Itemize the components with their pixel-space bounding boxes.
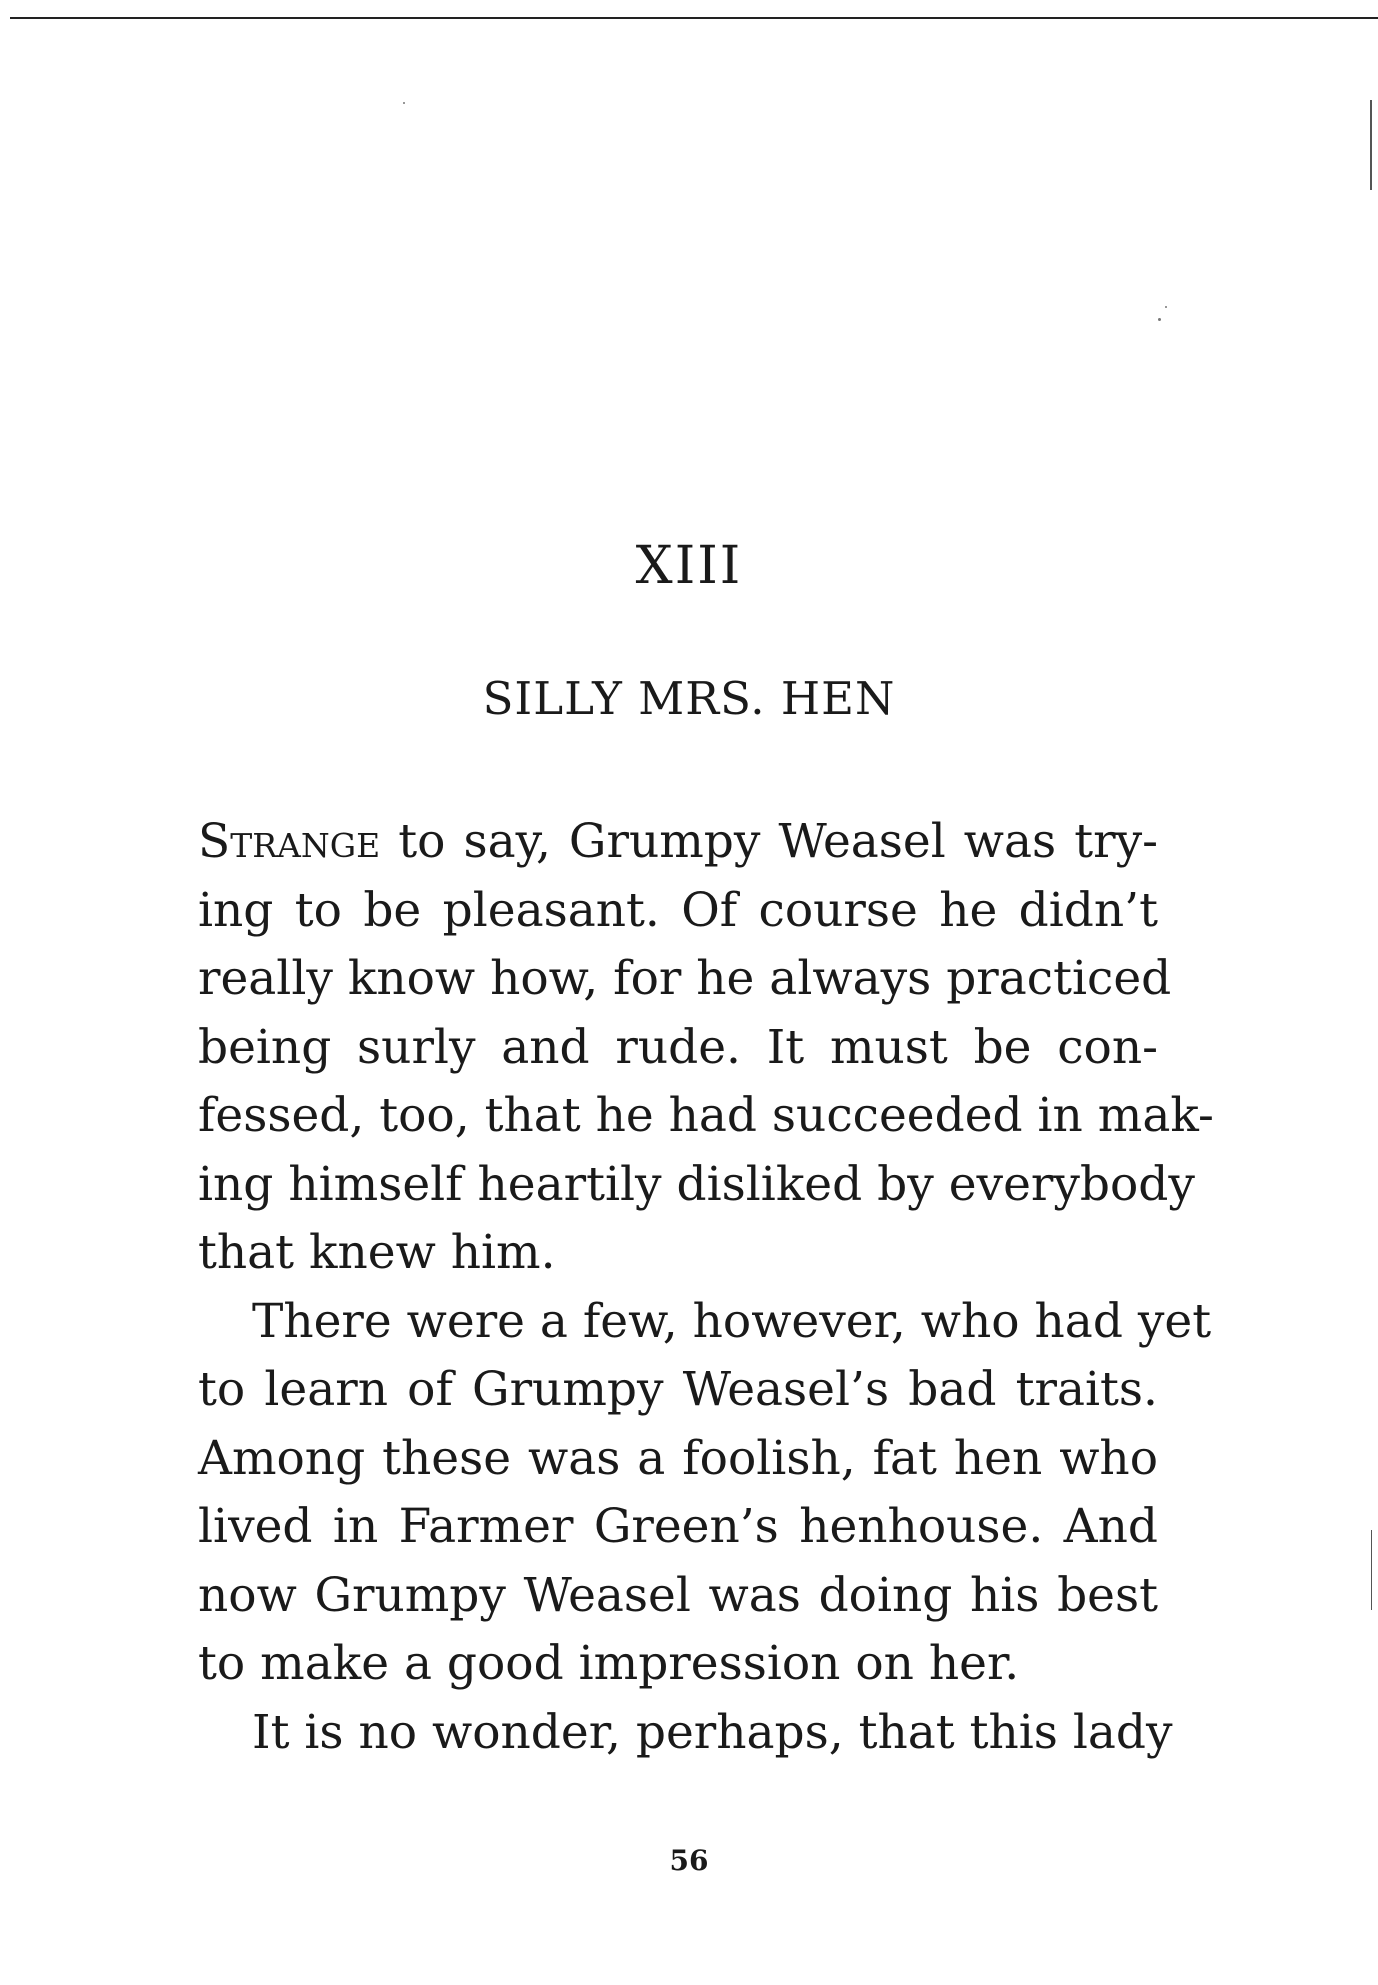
text-line: There were a few, however, who had yet xyxy=(252,1293,1212,1349)
chapter-title: SILLY MRS. HEN xyxy=(482,672,896,725)
text-line: lived in Farmer Green’s henhouse. And xyxy=(198,1499,1158,1554)
text-line: It is no wonder, perhaps, that this lady xyxy=(252,1704,1173,1760)
top-rule xyxy=(10,17,1378,19)
text-line: Among these was a foolish, fat hen who xyxy=(198,1430,1158,1486)
text-line: ing to be pleasant. Of course he didn’t xyxy=(198,882,1158,938)
text-line: to learn of Grumpy Weasel’s bad traits. xyxy=(198,1362,1158,1417)
scan-edge-mark xyxy=(1371,1530,1372,1610)
scan-speck xyxy=(403,102,405,104)
scan-speck xyxy=(1158,318,1161,321)
drop-word: Strange xyxy=(198,814,381,869)
text-line: that knew him. xyxy=(198,1225,556,1280)
text-line: being surly and rude. It must be con- xyxy=(198,1019,1158,1075)
text-line: fessed, too, that he had succeeded in mak- xyxy=(198,1088,1214,1143)
scan-edge-mark xyxy=(1370,100,1372,190)
chapter-number: XIII xyxy=(635,536,743,596)
text-line: really know how, for he always practiced xyxy=(198,951,1172,1006)
page-number: 56 xyxy=(669,1844,709,1877)
body-text xyxy=(198,808,1214,1767)
text-line: now Grumpy Weasel was doing his best xyxy=(198,1567,1158,1623)
text-line: to make a good impression on her. xyxy=(198,1636,1020,1691)
text-line: Strange to say, Grumpy Weasel was try- xyxy=(198,814,1158,869)
paragraph xyxy=(198,808,1214,1288)
paragraph xyxy=(198,1288,1212,1699)
scan-speck xyxy=(1165,306,1167,308)
paragraph xyxy=(198,1699,1173,1768)
text-line: ing himself heartily disliked by everybody xyxy=(198,1156,1195,1212)
